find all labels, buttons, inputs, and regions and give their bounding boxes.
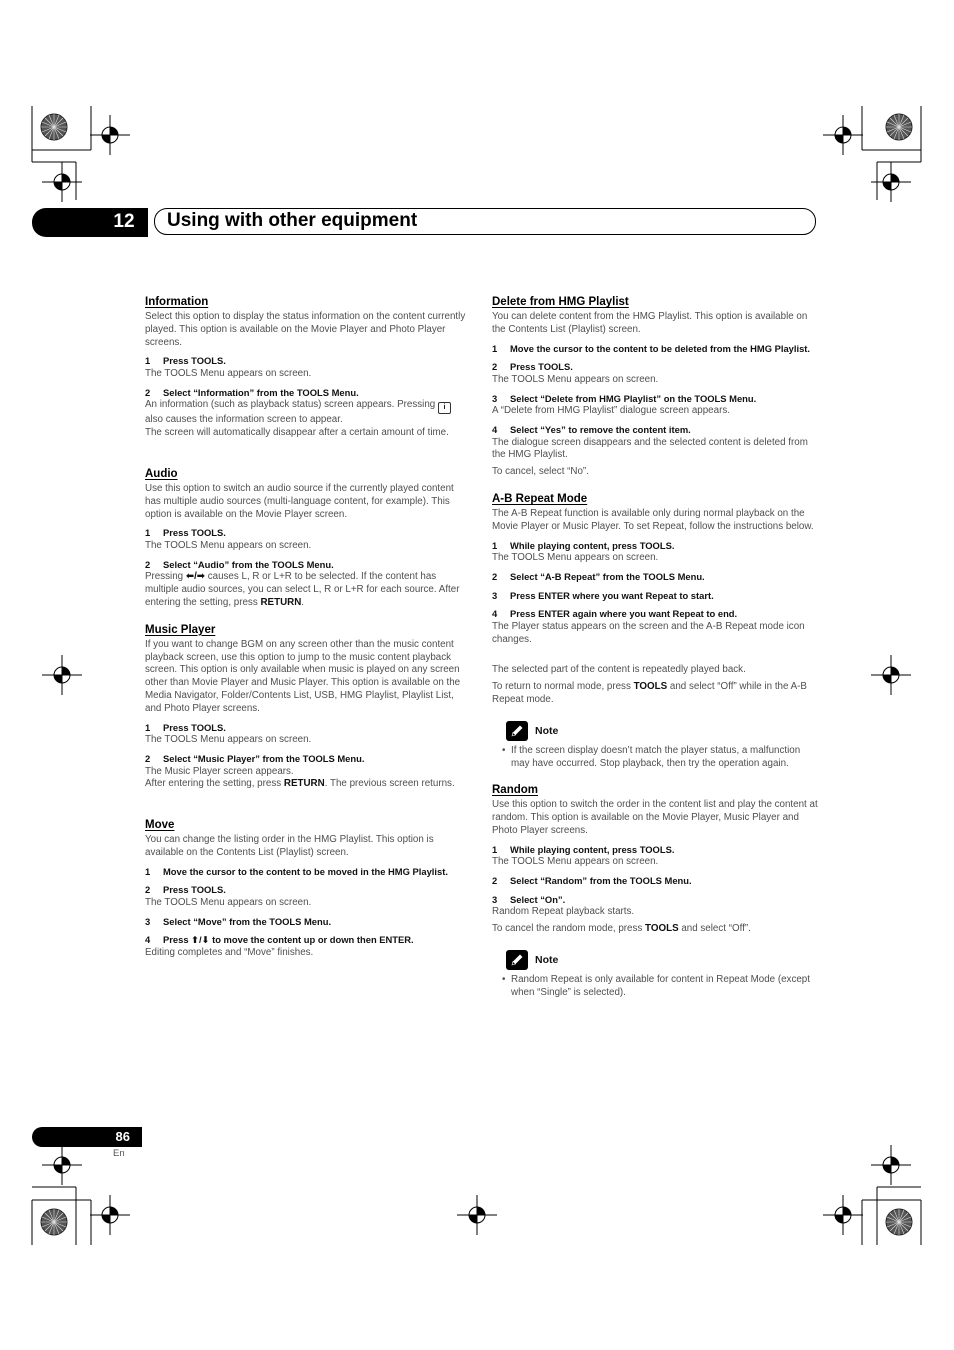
- step-text: Press TOOLS.: [163, 527, 226, 539]
- step: [492, 343, 818, 356]
- note-label: Note: [535, 724, 559, 737]
- step-number: 2: [145, 884, 151, 896]
- return-key-label: RETURN: [283, 778, 325, 790]
- step: [145, 527, 471, 540]
- step-number: 2: [492, 875, 498, 887]
- chapter-title: Using with other equipment: [167, 210, 418, 231]
- section-intro: If you want to change BGM on any screen other than the music content playback screen, use this option to jump to the music content playback screen. This option is only available when music is played on any screen other than Movie Player and Music Player. This option is available on the Media Navigator, Folder/Contents List, USB, HMG Playlist, Playlist List, and Photo Player screens.: [145, 638, 461, 714]
- section-music-player: [145, 624, 471, 791]
- step-text: Select “Random” from the TOOLS Menu.: [510, 875, 692, 887]
- step-number: 3: [145, 915, 151, 927]
- section-intro: You can delete content from the HMG Playlist. This option is available on the Contents List (Playlist) screen.: [492, 311, 808, 335]
- step-text: Press ENTER again where you want Repeat to end.: [510, 608, 738, 620]
- section-heading: Random: [492, 784, 538, 797]
- section-heading: Music Player: [145, 623, 216, 636]
- page-language: En: [113, 1148, 125, 1159]
- section-random: [492, 784, 818, 999]
- text: The Music Player screen appears.: [145, 765, 294, 777]
- chapter-header: [32, 208, 818, 237]
- step-description: The dialogue screen disappears and the selected content is deleted from the HMG Playlist.: [492, 436, 808, 461]
- step: [492, 424, 818, 437]
- step: [145, 866, 471, 879]
- step-text: Select “Music Player” from the TOOLS Menu.: [163, 752, 365, 764]
- step-description: Editing completes and “Move” finishes.: [145, 946, 314, 958]
- step-description: Random Repeat playback starts.: [492, 906, 635, 918]
- step: [145, 722, 471, 735]
- pencil-note-icon: [506, 721, 528, 741]
- section-heading: A-B Repeat Mode: [492, 492, 588, 505]
- chapter-number: 12: [113, 211, 135, 232]
- note-label: Note: [535, 953, 559, 966]
- page-number: 86: [115, 1129, 130, 1144]
- tools-key-label: TOOLS: [633, 681, 668, 693]
- step-text: Press ENTER where you want Repeat to start.: [510, 589, 714, 601]
- section-intro: The A-B Repeat function is available only during normal playback on the Movie Player or Music Player. To set Repeat, follow the instructions below.: [492, 507, 814, 532]
- text: and select “Off”.: [681, 923, 751, 935]
- info-key-icon: i: [438, 402, 451, 414]
- note-header: [506, 950, 818, 970]
- step-text: Select “Yes” to remove the content item.: [510, 423, 691, 435]
- step-description: The TOOLS Menu appears on screen.: [145, 896, 312, 908]
- step-text: Select “Move” from the TOOLS Menu.: [163, 915, 332, 927]
- chapter-title-box: [154, 208, 816, 235]
- step: [492, 608, 818, 621]
- step-description: The TOOLS Menu appears on screen.: [492, 373, 659, 385]
- section-delete-hmg: [492, 296, 818, 479]
- step: [492, 875, 818, 888]
- step-text: While playing content, press TOOLS.: [510, 539, 675, 551]
- section-heading: Audio: [145, 467, 178, 480]
- section-ab-repeat: [492, 493, 818, 770]
- step-text: Move the cursor to the content to be moved in the HMG Playlist.: [163, 865, 448, 877]
- text: The screen will automatically disappear after a certain amount of time.: [145, 427, 449, 439]
- text: .: [301, 596, 305, 608]
- step-description: The Player status appears on the screen and the A-B Repeat mode icon changes.: [492, 620, 805, 645]
- step-text: Move the cursor to the content to be deleted from the HMG Playlist.: [510, 342, 811, 354]
- step-description: The TOOLS Menu appears on screen.: [492, 856, 659, 868]
- step-number: 1: [145, 527, 151, 539]
- step-description: The TOOLS Menu appears on screen.: [145, 734, 312, 746]
- step: [145, 753, 471, 766]
- left-right-arrow-icon: ⬅/➡: [185, 571, 205, 583]
- step-number: 3: [492, 589, 498, 601]
- text: and select “Off” while in the A-B Repeat mode.: [492, 681, 807, 705]
- step-number: 1: [145, 355, 151, 367]
- step-text: Press TOOLS.: [163, 355, 226, 367]
- section-heading: Move: [145, 819, 175, 832]
- step: [492, 361, 818, 374]
- step-number: 2: [145, 386, 151, 398]
- note-text: Random Repeat is only available for content in Repeat Mode (except when “Single” is selected).: [511, 973, 810, 998]
- step-text: Select “Information” from the TOOLS Menu.: [163, 386, 359, 398]
- step-text: Press: [163, 934, 189, 946]
- section-audio: [145, 468, 471, 610]
- step: [492, 844, 818, 857]
- note-header: [506, 721, 818, 741]
- step-description: [145, 571, 471, 609]
- step-number: 4: [145, 934, 151, 946]
- left-column: [145, 296, 471, 960]
- text: To return to normal mode, press: [492, 681, 631, 693]
- step-number: 4: [492, 423, 498, 435]
- step-description: A “Delete from HMG Playlist” dialogue screen appears.: [492, 405, 730, 417]
- step-text: While playing content, press TOOLS.: [510, 843, 675, 855]
- step-description: The selected part of the content is repeatedly played back.: [492, 664, 746, 676]
- step-number: 2: [492, 361, 498, 373]
- step-text: Select “Delete from HMG Playlist” on the TOOLS Menu.: [510, 392, 757, 404]
- step-number: 3: [492, 392, 498, 404]
- section-intro: Use this option to switch an audio source if the currently played content has multiple audio sources (multi-language content, for example). This option is available on the Movie Player screen.: [145, 482, 454, 520]
- step: [492, 571, 818, 584]
- text: causes L, R or L+R to be selected. If the content has multiple audio sources, you can select L, R or L+R for each source. After entering the setting, press: [145, 571, 460, 608]
- section-intro: Select this option to display the status information on the content currently played. This option is available on the Movie Player and Photo Player screens.: [145, 311, 466, 348]
- step: [145, 916, 471, 929]
- step-description: The TOOLS Menu appears on screen.: [145, 367, 312, 379]
- step-text: Press TOOLS.: [163, 884, 226, 896]
- step-text: Select “Audio” from the TOOLS Menu.: [163, 558, 334, 570]
- step: [492, 590, 818, 603]
- text: also causes the information screen to appear.: [145, 414, 343, 426]
- step-description: To cancel, select “No”.: [492, 466, 589, 478]
- pencil-note-icon: [506, 950, 528, 970]
- step-number: 3: [492, 893, 498, 905]
- step: [492, 540, 818, 553]
- step-description: [145, 766, 471, 792]
- bullet-dot: •: [502, 744, 506, 756]
- step-number: 2: [492, 570, 498, 582]
- section-heading: Delete from HMG Playlist: [492, 296, 629, 308]
- step-number: 2: [145, 558, 151, 570]
- section-intro: You can change the listing order in the HMG Playlist. This option is available on the Contents List (Playlist) screen.: [145, 834, 434, 858]
- page-number-tab: [32, 1127, 142, 1147]
- step-text: to move the content up or down then ENTER.: [212, 934, 414, 946]
- step-number: 4: [492, 608, 498, 620]
- note-item: [492, 745, 818, 771]
- step-text: Select “On”.: [510, 893, 566, 905]
- step-description: [492, 923, 818, 936]
- note-item: [492, 974, 818, 1000]
- step-description: [492, 681, 818, 707]
- return-key-label: RETURN: [260, 596, 302, 608]
- section-move: [145, 819, 471, 960]
- right-column: [492, 296, 818, 999]
- text: Pressing: [145, 571, 184, 583]
- step-text: Press TOOLS.: [510, 361, 573, 373]
- step-number: 1: [145, 865, 151, 877]
- step: [145, 387, 471, 400]
- step-description: The TOOLS Menu appears on screen.: [492, 552, 659, 564]
- text: . The previous screen returns.: [324, 778, 455, 790]
- step: [492, 393, 818, 406]
- step-number: 1: [492, 539, 498, 551]
- section-intro: Use this option to switch the order in the content list and play the content at random. This option is available on the Movie Player, Music Player and Photo Player screens.: [492, 799, 818, 836]
- text: To cancel the random mode, press: [492, 923, 643, 935]
- step-description: [145, 399, 471, 440]
- section-heading: Information: [145, 296, 209, 308]
- step-description: The TOOLS Menu appears on screen.: [145, 539, 312, 551]
- chapter-tab: [32, 208, 148, 237]
- step-number: 2: [145, 752, 151, 764]
- step: [492, 894, 818, 907]
- tools-key-label: TOOLS: [645, 923, 679, 935]
- text: An information (such as playback status) screen appears. Pressing: [145, 399, 436, 411]
- step-text: Press TOOLS.: [163, 721, 226, 733]
- step: [145, 559, 471, 572]
- text: After entering the setting, press: [145, 778, 282, 790]
- step: [145, 934, 471, 947]
- step-number: 1: [145, 721, 151, 733]
- up-down-arrow-icon: ⬆/⬇: [191, 934, 210, 946]
- step-number: 1: [492, 342, 498, 354]
- step-number: 1: [492, 843, 498, 855]
- bullet-dot: •: [502, 973, 506, 985]
- step: [145, 884, 471, 897]
- step-text: Select “A-B Repeat” from the TOOLS Menu.: [510, 570, 705, 582]
- step: [145, 355, 471, 368]
- note-text: If the screen display doesn’t match the player status, a malfunction may have occurred. Stop playback, then try the operation again.: [511, 744, 801, 769]
- section-information: [145, 296, 471, 440]
